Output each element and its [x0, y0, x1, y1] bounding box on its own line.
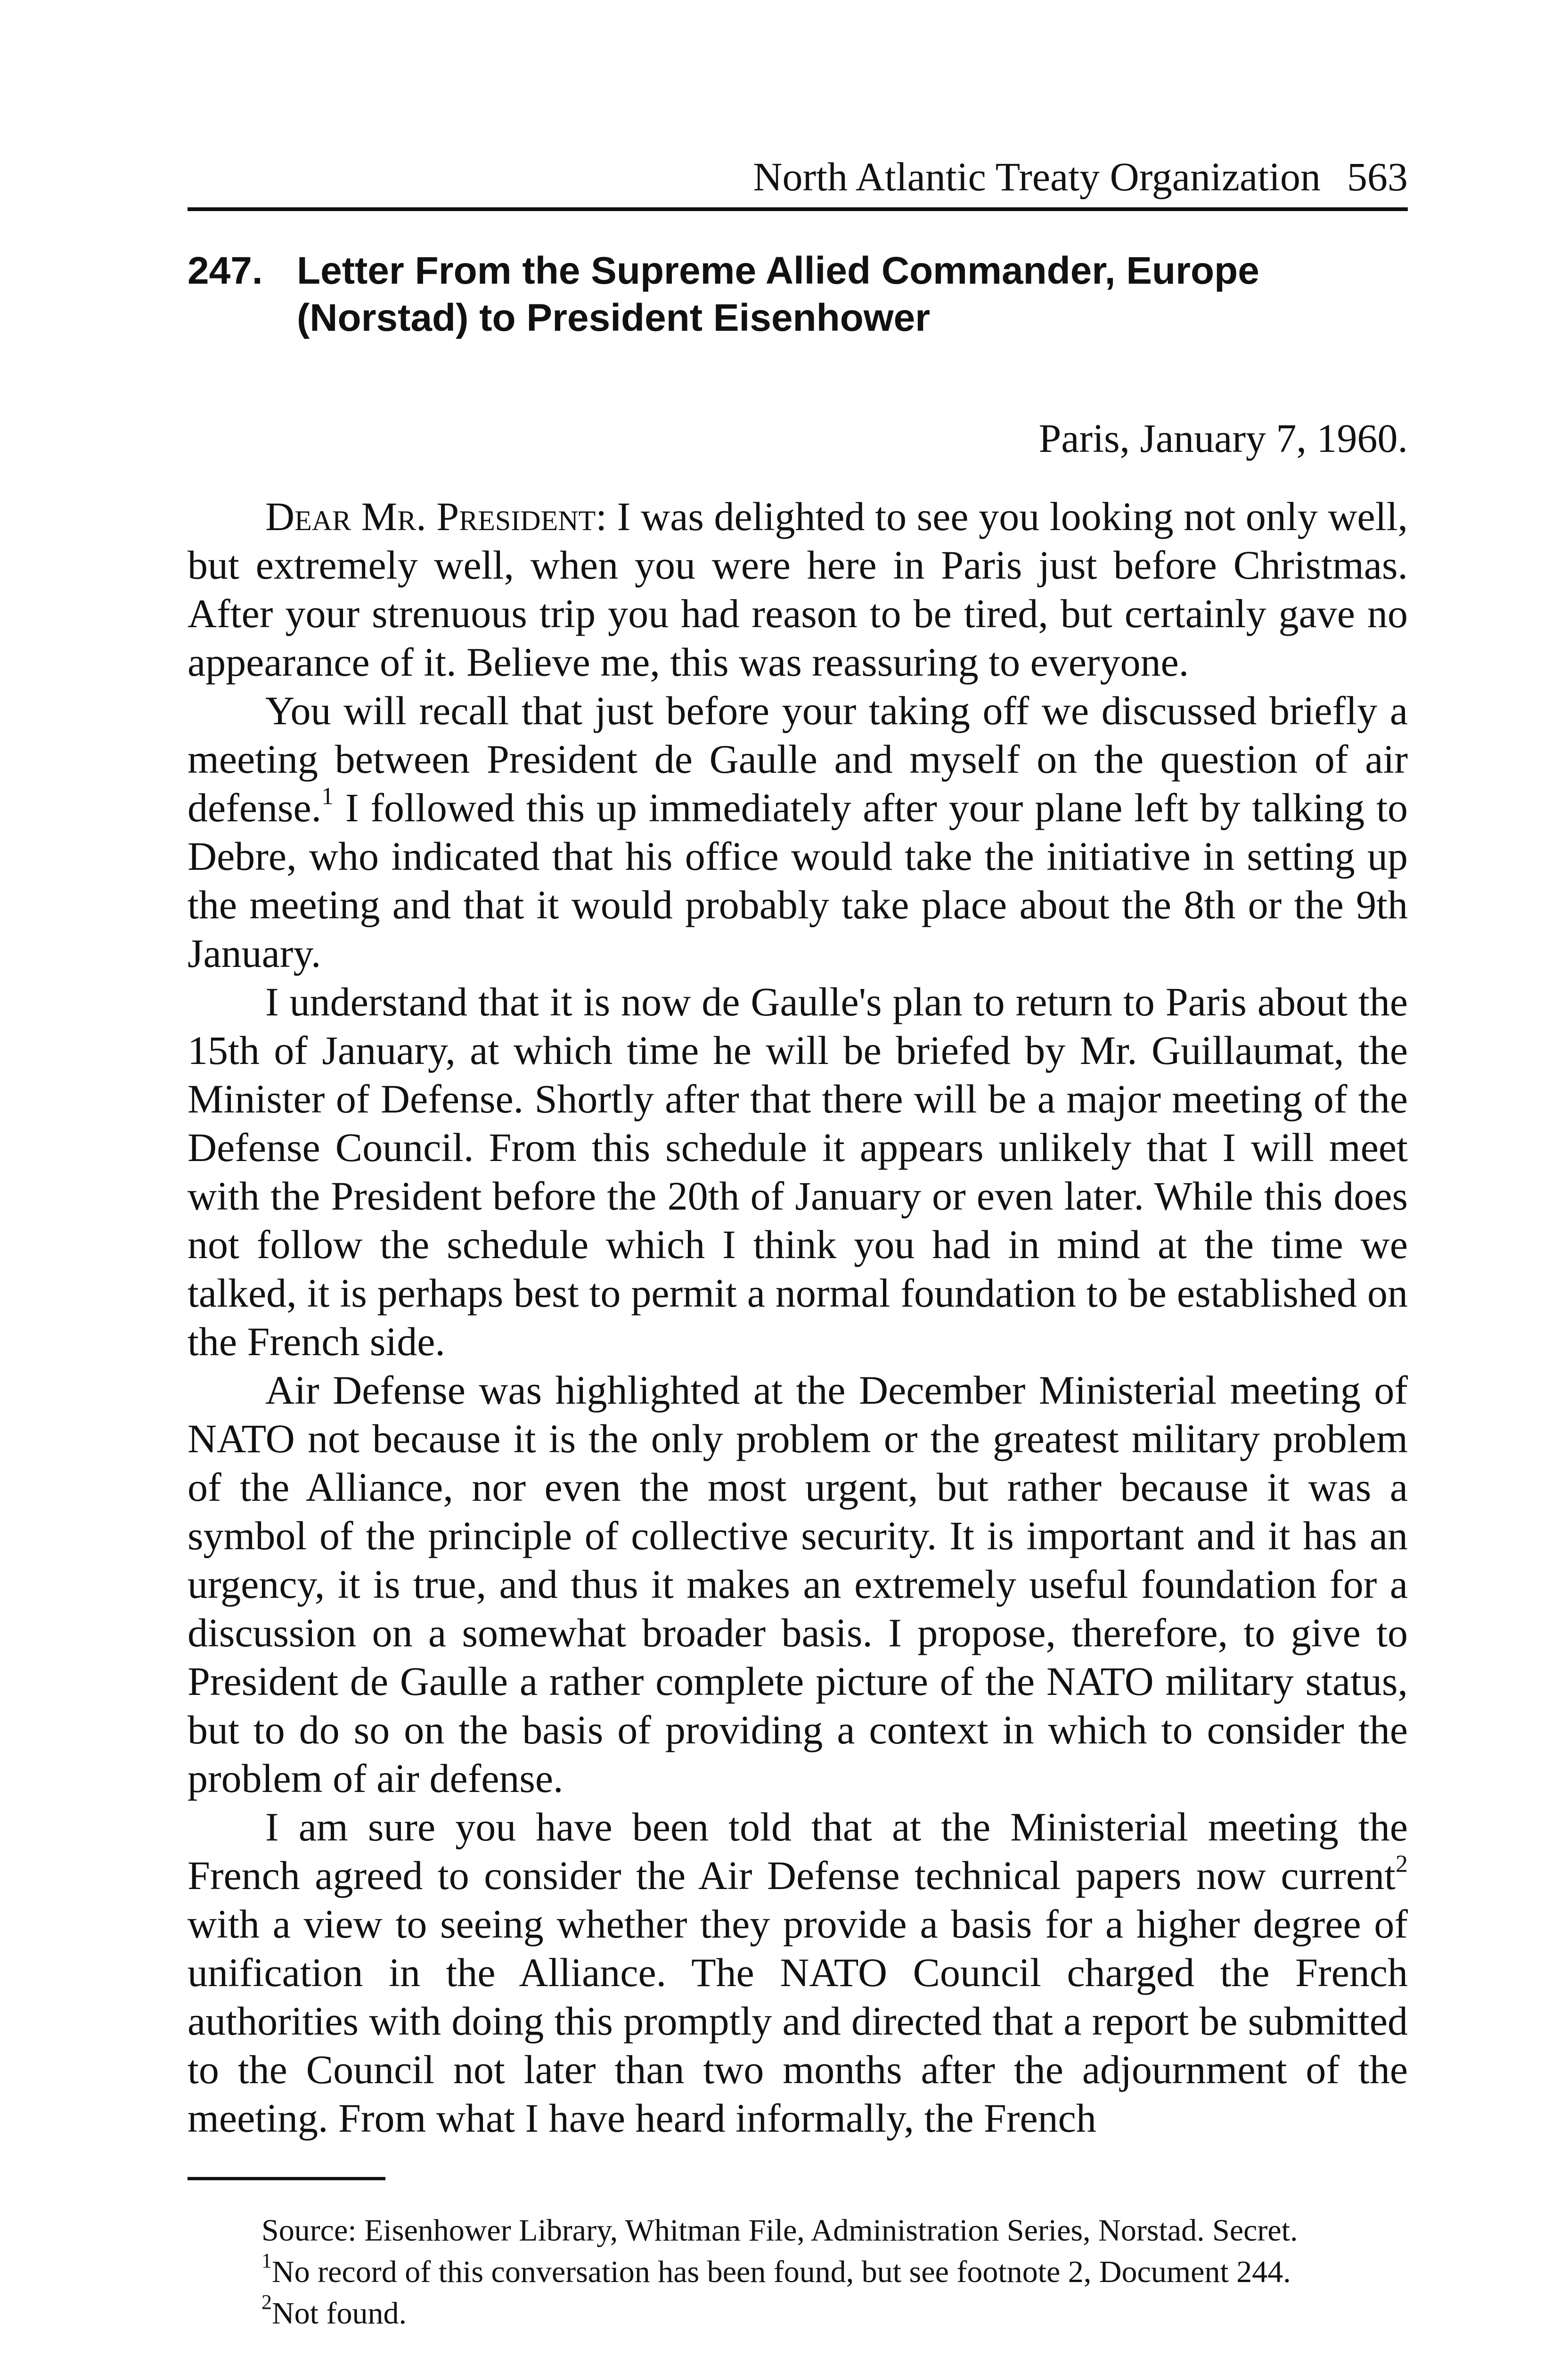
footnote-ref: 1 — [321, 783, 334, 810]
page-header — [188, 151, 1408, 211]
paragraph — [188, 1803, 1408, 2143]
paragraph — [188, 687, 1408, 978]
paragraph-text: with a view to seeing whether they provide a basis for a higher degree of unification in the Alliance. The NATO Council charged the French authorities with doing this promptly and directed that a report be submitted to the Council not later than two months after the adjournment of the meeting. From what I have heard informally, the French — [188, 1901, 1408, 2141]
footnote-divider — [188, 2177, 385, 2180]
paragraph-text: I understand that it is now de Gaulle's plan to return to Paris about the 15th of January, at which time he will be briefed by Mr. Guillaumat, the Minister of Defense. Shortly after that there will be a major meeting of the Defense Council. From this schedule it appears unlikely that I will meet with the President before the 20th of January or even later. While this does not follow the schedule which I think you had in mind at the time we talked, it is perhaps best to permit a normal foundation to be established on the French side. — [188, 979, 1408, 1364]
paragraph-text: I was delighted to see you looking not only well, but extremely well, when you were here in Paris just before Christmas. After your strenuous trip you had reason to be tired, but certainly gave no appearance of it. Believe me, this was reassuring to everyone. — [188, 494, 1408, 685]
document-number: 247. — [188, 249, 263, 292]
dateline: Paris, January 7, 1960. — [1038, 416, 1408, 461]
footnote — [261, 2293, 1406, 2334]
document-title: Letter From the Supreme Allied Commander, Europe (Norstad) to President Eisenhower — [297, 249, 1259, 339]
footnote-marker: 2 — [261, 2291, 272, 2314]
paragraph — [188, 978, 1408, 1366]
footnote-text: No record of this conversation has been found, but see footnote 2, Document 244. — [272, 2255, 1291, 2289]
running-title — [753, 151, 1408, 203]
footnote — [261, 2251, 1406, 2293]
paragraph-text: You will recall that just before your taking off we discussed briefly a meeting between President de Gaulle and myself on the question of air defense. — [188, 688, 1408, 830]
footnote-marker: 1 — [261, 2249, 272, 2273]
paragraph-text: I followed this up immediately after your plane left by talking to Debre, who indicated that his office would take the initiative in setting up the meeting and that it would probably take place about the 8th or the 9th January. — [188, 785, 1408, 976]
paragraph — [188, 1366, 1408, 1803]
paragraph — [188, 492, 1408, 687]
letter-body — [188, 492, 1408, 2143]
page-number: 563 — [1347, 154, 1408, 199]
running-title-text: North Atlantic Treaty Organization — [753, 154, 1321, 199]
paragraph-text: I am sure you have been told that at the Ministerial meeting the French agreed to consider the Air Defense technical papers now current — [188, 1804, 1408, 1898]
paragraph-text: Air Defense was highlighted at the December Ministerial meeting of NATO not because it is the only problem or the greatest military problem of the Alliance, nor even the most urgent, but rather because it was a symbol of the principle of collective security. It is important and it has an urgency, it is true, and thus it makes an extremely useful foundation for a discussion on a somewhat broader basis. I propose, therefore, to give to President de Gaulle a rather complete picture of the NATO military status, but to do so on the basis of providing a context in which to consider the problem of air defense. — [188, 1367, 1408, 1801]
footnote-text: Not found. — [272, 2296, 407, 2331]
source-note: Source: Eisenhower Library, Whitman File, Administration Series, Norstad. Secret. — [261, 2213, 1298, 2248]
footnote-ref: 2 — [1396, 1850, 1408, 1878]
footnotes — [261, 2210, 1406, 2334]
salutation: Dear Mr. President: — [265, 494, 607, 539]
